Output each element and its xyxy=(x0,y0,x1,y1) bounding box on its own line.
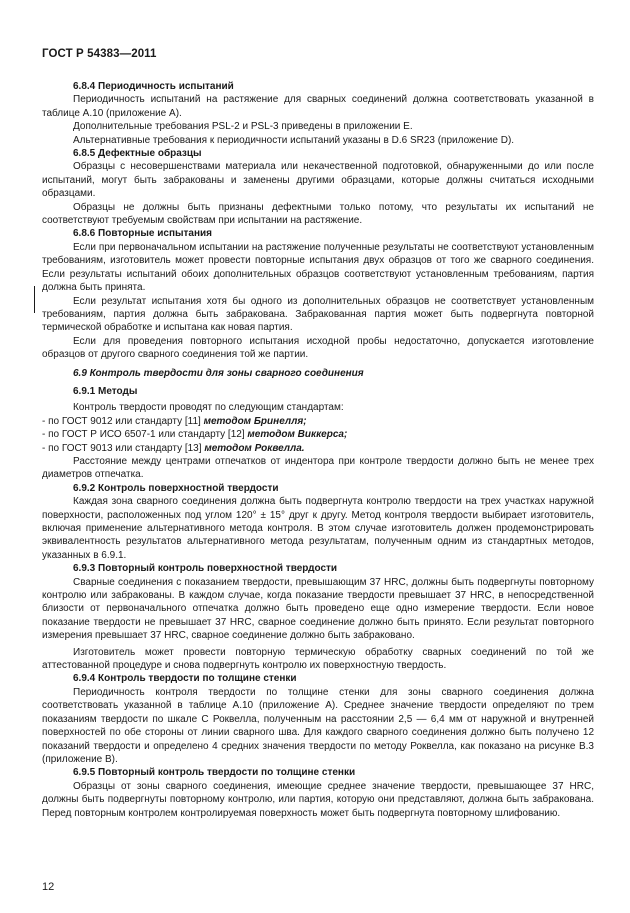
document-header: ГОСТ Р 54383—2011 xyxy=(42,48,157,60)
method-name: методом Виккерса; xyxy=(247,429,348,441)
section-heading-6-9-5: 6.9.5 Повторный контроль твердости по толщине стенки xyxy=(73,767,356,779)
section-heading-6-9-2: 6.9.2 Контроль поверхностной твердости xyxy=(73,482,279,494)
list-item: - по ГОСТ 9013 или стандарту [13] методом Роквелла. xyxy=(42,442,305,454)
section-heading-6-8-6: 6.8.6 Повторные испытания xyxy=(73,228,213,240)
section-heading-6-8-5: 6.8.5 Дефектные образцы xyxy=(73,148,202,160)
paragraph: Расстояние между центрами отпечатков от индентора при контроле твердости должно быть не менее трех диаметров отпечатка. xyxy=(42,455,594,481)
paragraph: Альтернативные требования к периодичности испытаний указаны в D.6 SR23 (приложение D). xyxy=(73,134,515,146)
paragraph: Периодичность испытаний на растяжение для сварных соединений должна соответствовать указанной в таблице А.10 (приложение А). xyxy=(42,94,594,119)
method-name: методом Роквелла. xyxy=(204,442,305,454)
paragraph: Периодичность контроля твердости по толщине стенки для зоны сварного соединения должна соответствовать указанной в таблице А.10 (приложение А). Среднее значение твердости определяют по трем показаниям твердости по шкале С Роквелла, полученным на расстоянии 2,5 — 6,4 мм от наружной и внутренней поверхностей по обе стороны от линии сварного шва. Для каждого сварного соединения должно быть получено 12 показаний твердости и определено 4 средних значения твердости по методу Роквелла, как показано на рисунке В.3 (приложение В). xyxy=(42,686,594,765)
paragraph: Если результат испытания хотя бы одного из дополнительных образцов не соответствует установленным требованиям, партия должна быть забракована. Забракованная партия может быть подвергнута повторной термической обработке и испытана как новая партия. xyxy=(42,295,594,334)
paragraph: Образцы не должны быть признаны дефектными только потому, что результаты их испытаний не соответствуют требуемым свойствам при испытании на растяжение. xyxy=(42,201,594,227)
paragraph: Изготовитель может провести повторную термическую обработку сварных соединений по той же аттестованной процедуре и снова подвергнуть контролю их поверхностную твердость. xyxy=(42,646,594,672)
section-heading-6-9: 6.9 Контроль твердости для зоны сварного соединения xyxy=(73,367,364,379)
paragraph: Если для проведения повторного испытания исходной пробы недостаточно, допускается изготовление образцов от другого сварного соединения той же партии. xyxy=(42,335,594,361)
section-heading-6-9-1: 6.9.1 Методы xyxy=(73,385,138,397)
paragraph: Образцы от зоны сварного соединения, имеющие среднее значение твердости, превышающее 37 HRC, должны быть подвергнуты повторному контролю, или партия, которую они представляют, должна быть забракована. Перед повторным контролем контролируемая поверхность может быть подвергнута повторному шлифованию. xyxy=(42,780,594,819)
paragraph: Дополнительные требования PSL-2 и PSL-3 приведены в приложении Е. xyxy=(73,121,413,133)
paragraph: Сварные соединения с показанием твердости, превышающим 37 HRC, должны быть подвергнуты повторному контролю или забракованы. В каждом случае, когда показание твердости превышает 37 HRC, в непосредственной близости от первоначального отпечатка должно быть проведено еще одно измерение твердости. Если новое показание твердости не превышает 37 HRC, сварное соединение должно быть принято. Если результат повторного измерения превышает 37 HRC, сварное соединение должно быть забраковано. xyxy=(42,576,594,642)
section-heading-6-8-4: 6.8.4 Периодичность испытаний xyxy=(73,81,234,92)
page-number: 12 xyxy=(42,881,55,893)
list-item: - по ГОСТ 9012 или стандарту [11] методом Бринелля; xyxy=(42,415,307,427)
section-heading-6-9-3: 6.9.3 Повторный контроль поверхностной твердости xyxy=(73,563,338,575)
change-marker-bar xyxy=(34,286,35,313)
paragraph: Каждая зона сварного соединения должна быть подвергнута контролю твердости на трех участках наружной поверхности, расположенных под углом 120° ± 15° друг к другу. Метод контроля твердости выбирает изготовитель, включая применение альтернативного метода контроля. В этом случае изготовитель должен продемонстрировать эквивалентность результатов альтернативного метода результатам, полученным одним из стандартных методов, указанных в 6.9.1. xyxy=(42,496,594,561)
section-heading-6-9-4: 6.9.4 Контроль твердости по толщине стенки xyxy=(73,673,297,685)
method-name: методом Бринелля; xyxy=(203,415,307,427)
list-item: - по ГОСТ Р ИСО 6507-1 или стандарту [12] методом Виккерса; xyxy=(42,429,348,441)
paragraph: Образцы с несовершенствами материала или некачественной подготовкой, обнаруженными до или после испытаний, могут быть забракованы и заменены другими образцами, которые должны считаться исходными образцами. xyxy=(42,161,594,200)
paragraph: Если при первоначальном испытании на растяжение полученные результаты не соответствуют установленным требованиям, изготовитель может провести повторные испытания двух образцов от того же сварного соединения. Если результаты испытаний обоих дополнительных образцов соответствуют установленным требованиям, партия должна быть принята. xyxy=(42,241,594,294)
document-body xyxy=(42,80,594,820)
paragraph: Контроль твердости проводят по следующим стандартам: xyxy=(73,402,344,414)
